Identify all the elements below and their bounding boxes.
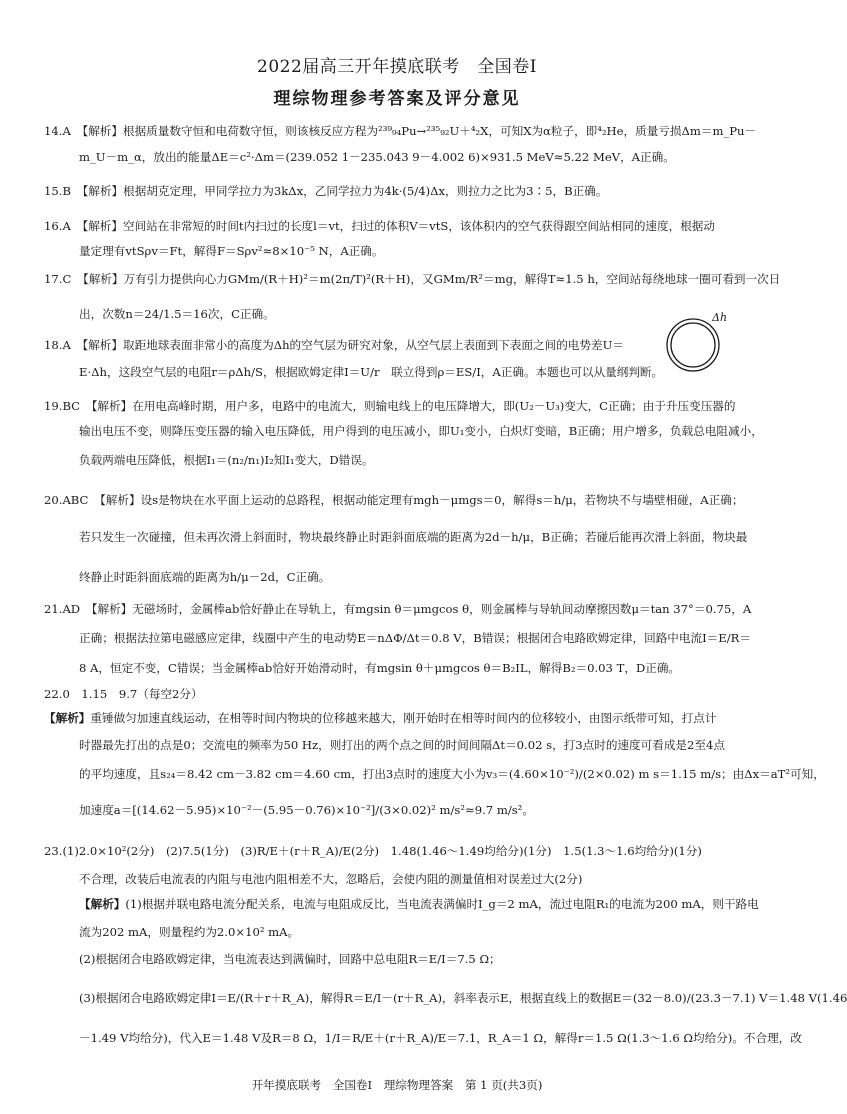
answer-line [79,423,763,439]
answer-line [79,951,719,967]
answer-line [79,896,759,912]
answer-line [44,601,752,617]
answer-line-text: 正确；根据法拉第电磁感应定律，线圈中产生的电动势E＝nΔΦ/Δt＝0.8 V，B错误；根据闭合电路欧姆定律，回路中电流I＝E/R＝ [79,631,751,645]
answer-line-text: 18.A 【解析】取距地球表面非常小的高度为Δh的空气层为研究对象，从空气层上表面到下表面之间的电势差U＝ [44,338,624,352]
answer-line [79,452,719,468]
answer-line [79,990,847,1006]
answer-line-text: 19.BC 【解析】在用电高峰时期，用户多，电路中的电流大，则输电线上的电压降增大，即(U₂－U₃)变大，C正确；由于升压变压器的 [44,399,736,413]
analysis-label: 【解析】 [79,897,126,911]
answer-line [79,871,719,887]
answer-line-text: (1)根据并联电路电流分配关系，电流与电阻成反比，当电流表满偏时I_g＝2 mA，流过电阻R₁的电流为200 mA，则干路电 [125,897,759,911]
answer-line-text: 出，次数n＝24/1.5＝16次，C正确。 [79,307,275,321]
answer-line [44,398,736,414]
answer-line [44,337,684,353]
answer-line [79,529,748,545]
answer-line-text: 加速度a＝[(14.62－5.95)×10⁻²－(5.95－0.76)×10⁻²]/(3×0.02)² m/s²≈9.7 m/s²。 [79,803,534,817]
answer-line [79,1030,802,1046]
exam-title: 2022届高三开年摸底联考 全国卷Ⅰ [257,57,537,77]
answer-line-text: 负载两端电压降低，根据I₁＝(n₂/n₁)I₂知I₁变大，D错误。 [79,453,374,467]
answer-line-text: 23.(1)2.0×10²(2分) (2)7.5(1分) (3)R/E＋(r＋R_A)/E(2分) 1.48(1.46～1.49均给分)(1分) 1.5(1.3～1.6均给分)(1分) [44,844,702,858]
answer-line-text: 若只发生一次碰撞，但未再次滑上斜面时，物块最终静止时距斜面底端的距离为2d－h/μ，B正确；若碰后能再次滑上斜面，物块最 [79,530,748,544]
answer-line-text: 15.B 【解析】根据胡克定理，甲同学拉力为3kΔx，乙同学拉力为4k·(5/4)Δx，则拉力之比为3∶5，B正确。 [44,184,608,198]
answer-line-text: 流为202 mA，则量程约为2.0×10² mA。 [79,925,300,939]
answer-line-text: (3)根据闭合电路欧姆定律I＝E/(R＋r＋R_A)，解得R＝E/I－(r＋R_A)，斜率表示E，根据直线上的数据E＝(32－8.0)/(23.3－7.1) V＝1.48 V(1.46 [79,991,847,1005]
answer-line [44,710,717,726]
answer-line [79,364,719,380]
answer-line-text: 重锤做匀加速直线运动，在相等时间内物块的位移越来越大，刚开始时在相等时间内的位移较小，由图示纸带可知，打点计 [90,711,717,725]
answer-line-text: －1.49 V均给分)，代入E＝1.48 V及R＝8 Ω，1/I＝R/E＋(r＋R_A)/E＝7.1，R_A＝1 Ω，解得r＝1.5 Ω(1.3～1.6 Ω均给分)。不合理，改 [79,1031,802,1045]
answer-line-text: (2)根据闭合电路欧姆定律，当电流表达到满偏时，回路中总电阻R＝E/I＝7.5 Ω； [79,952,501,966]
answer-line [44,271,781,287]
answer-line-text: 14.A 【解析】根据质量数守恒和电荷数守恒，则该核反应方程为²³⁹₉₄Pu→²³⁵₉₂U＋⁴₂X，可知X为α粒子，即⁴₂He，质量亏损Δm＝m_Pu－ [44,124,757,138]
answer-line [79,737,725,753]
answer-line-text: 16.A 【解析】空间站在非常短的时间t内扫过的长度l＝vt，扫过的体积V＝vtS，该体积内的空气获得跟空间站相同的速度，根据动 [44,219,715,233]
answer-line-text: 8 A，恒定不变，C错误；当金属棒ab恰好开始滑动时，有mgsin θ＋μmgcos θ＝B₂IL，解得B₂＝0.03 T，D正确。 [79,661,681,675]
answer-line [44,686,684,702]
answer-line-text: 22.0 1.15 9.7（每空2分） [44,687,203,701]
answer-line-text: 17.C 【解析】万有引力提供向心力GMm/(R＋H)²＝m(2π/T)²(R＋H)，又GMm/R²＝mg，解得T≈1.5 h，空间站每绕地球一圈可看到一次日 [44,272,781,286]
answer-line-text: 量定理有vtSρv＝Ft，解得F＝Sρv²≈8×10⁻⁵ N，A正确。 [79,244,384,258]
answer-line-text: 20.ABC 【解析】设s是物块在水平面上运动的总路程，根据动能定理有mgh－μmgs＝0，解得s＝h/μ，若物块不与墙壁相碰，A正确； [44,493,744,507]
answer-line [79,924,719,940]
answer-line [79,766,825,782]
delta-h-label: Δh [712,311,728,324]
answer-line-text: 21.AD 【解析】无磁场时，金属棒ab恰好静止在导轨上，有mgsin θ＝μmgcos θ，则金属棒与导轨间动摩擦因数μ＝tan 37°＝0.75，A [44,602,752,616]
answer-line [44,123,757,139]
answer-line [79,306,719,322]
answer-line-text: m_U－m_α，放出的能量ΔE＝c²·Δm＝(239.052 1－235.043 9－4.002 6)×931.5 MeV≈5.22 MeV，A正确。 [79,150,675,164]
answer-line-text: E·Δh，这段空气层的电阻r＝ρΔh/S，根据欧姆定律I＝U/r 联立得到ρ＝ES/I，A正确。本题也可以从量纲判断。 [79,365,664,379]
answer-line [79,660,719,676]
answer-line [44,218,715,234]
answer-line-text: 输出电压不变，则降压变压器的输入电压降低，用户得到的电压减小，即U₁变小，白炽灯变暗，B正确；用户增多，负载总电阻减小， [79,424,763,438]
answer-line [44,492,744,508]
answer-line-text: 终静止时距斜面底端的距离为h/μ－2d，C正确。 [79,570,331,584]
answer-line [79,149,719,165]
answer-line [44,843,702,859]
page-footer: 开年摸底联考 全国卷Ⅰ 理综物理答案 第 1 页(共3页) [251,1078,543,1092]
document-subtitle: 理综物理参考答案及评分意见 [273,89,521,109]
earth-air-layer-figure [664,312,726,374]
answer-line [79,243,719,259]
answer-line [79,569,719,585]
answer-line-text: 时器最先打出的点是0；交流电的频率为50 Hz，则打出的两个点之间的时间间隔Δt＝0.02 s，打3点时的速度可看成是2至4点 [79,738,725,752]
answer-line [79,630,751,646]
answer-line [79,802,719,818]
answer-line-text: 不合理，改装后电流表的内阻与电池内阻相差不大，忽略后，会使内阻的测量值相对误差过大(2分) [79,872,583,886]
answer-line [44,183,684,199]
analysis-label: 【解析】 [44,711,91,725]
answer-line-text: 的平均速度，且s₂₄＝8.42 cm－3.82 cm＝4.60 cm，打出3点时的速度大小为v₃＝(4.60×10⁻²)/(2×0.02) m s＝1.15 m/s；由Δx＝aT²可知， [79,767,825,781]
